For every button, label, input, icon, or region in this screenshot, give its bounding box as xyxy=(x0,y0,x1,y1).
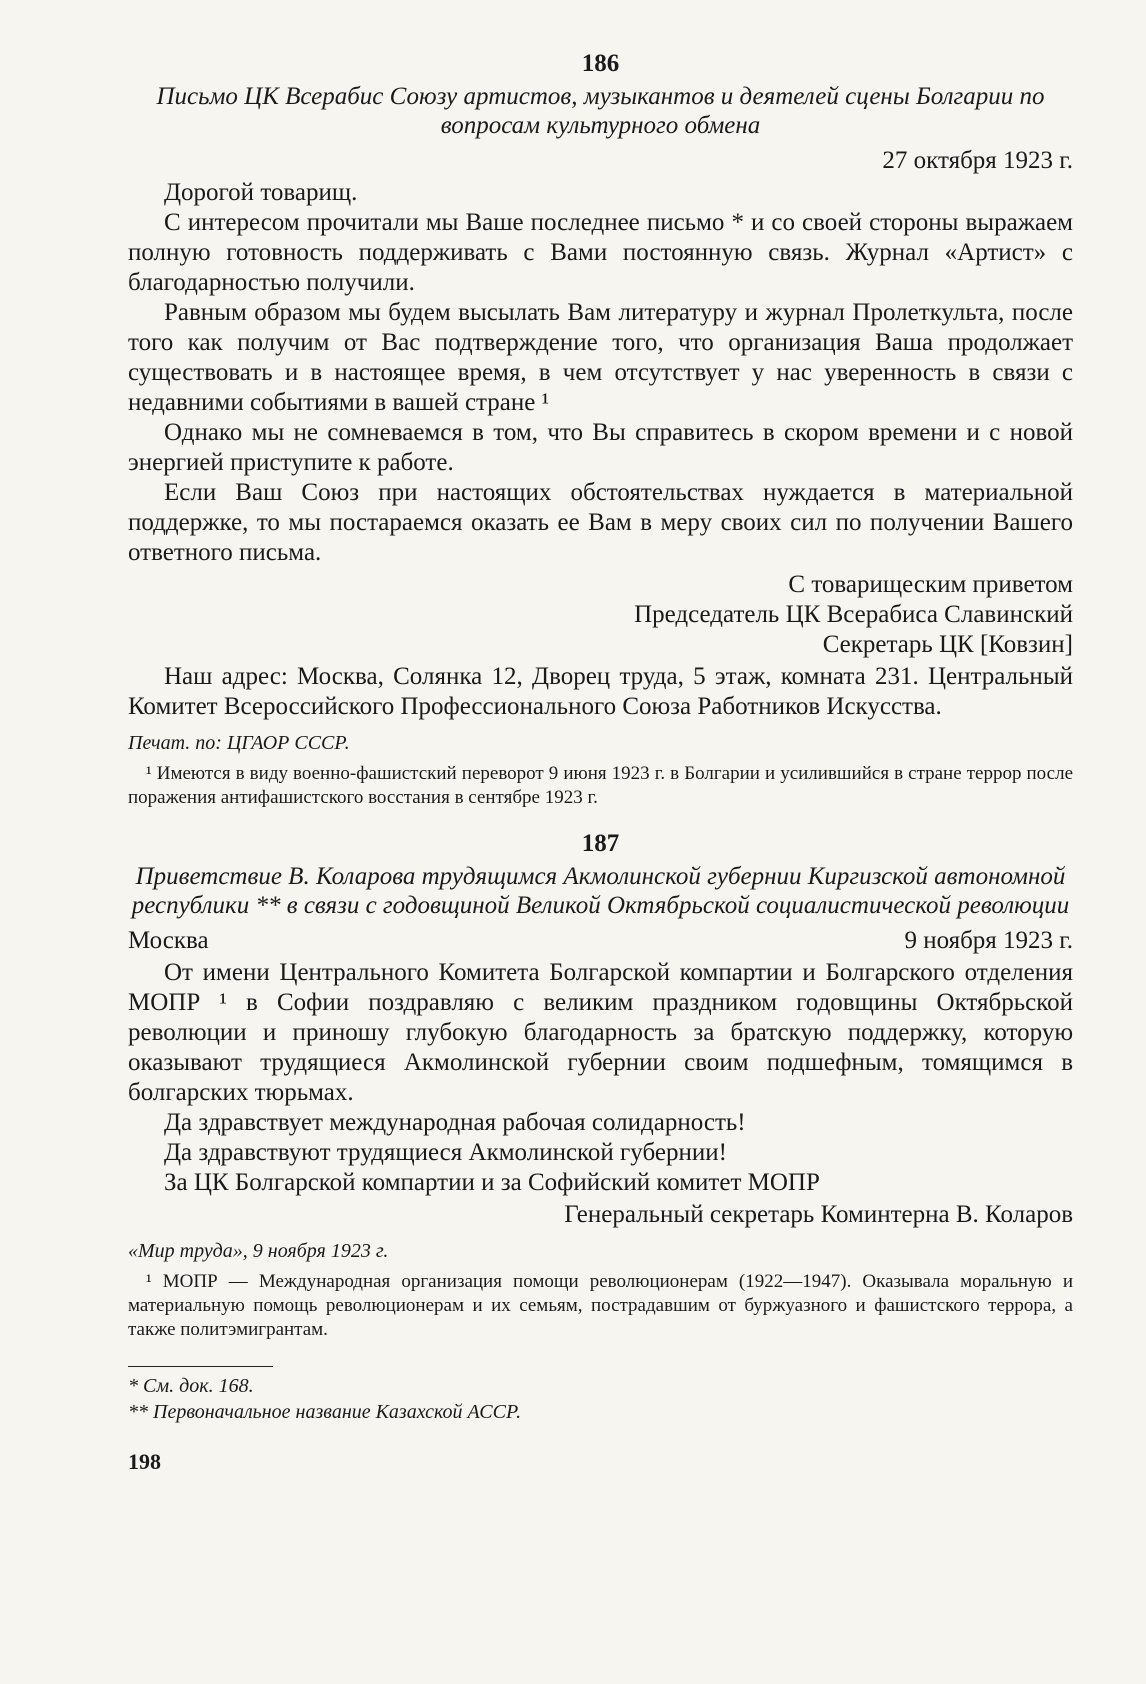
footnote-divider xyxy=(128,1366,273,1367)
doc-186-paragraph-3: Однако мы не сомневаемся в том, что Вы справитесь в скором времени и с новой энергией приступите к работе. xyxy=(128,419,1073,476)
doc-187-dateline xyxy=(128,926,1073,956)
section-spacer xyxy=(128,810,1073,830)
doc-186-signature-chairman: Председатель ЦК Всерабиса Славинский xyxy=(634,601,1073,628)
doc-186-source: Печат. по: ЦГАОР СССР. xyxy=(128,732,350,754)
page-footnote-1: * См. док. 168. xyxy=(128,1375,254,1397)
doc-187-paragraph-2: Да здравствует международная рабочая солидарность! xyxy=(164,1109,746,1136)
doc-186-signature-greeting: С товарищеским приветом xyxy=(788,571,1073,598)
doc-186-paragraph-2: Равным образом мы будем высылать Вам литературу и журнал Пролеткульта, после того как получим от Вас подтверждение того, что организация Ваша продолжает существовать и в настоящее время, в чем отсутствует у нас уверенность в связи с недавними событиями в вашей стране ¹ xyxy=(128,299,1073,416)
doc-186-signatures xyxy=(128,570,1073,660)
doc-186-paragraph-4: Если Ваш Союз при настоящих обстоятельствах нуждается в материальной поддержке, то мы постараемся оказать ее Вам в меру своих сил по получении Вашего ответного письма. xyxy=(128,479,1073,566)
doc-187-signature: Генеральный секретарь Коминтерна В. Коларов xyxy=(564,1201,1073,1228)
doc-187-source: «Мир труда», 9 ноября 1923 г. xyxy=(128,1240,389,1262)
document-page xyxy=(128,50,1073,1475)
doc-187-footnote: ¹ МОПР — Международная организация помощи революционерам (1922—1947). Оказывала моральную и материальную помощь революционерам и их семьям, пострадавшим от буржуазного и фашистского террора, а также политэмигрантам. xyxy=(128,1271,1073,1340)
doc-187-paragraph-4: За ЦК Болгарской компартии и за Софийский комитет МОПР xyxy=(164,1169,820,1196)
doc-186-signature-secretary: Секретарь ЦК [Ковзин] xyxy=(822,631,1073,658)
doc-186-title: Письмо ЦК Всерабис Союзу артистов, музыкантов и деятелей сцены Болгарии по вопросам культурного обмена xyxy=(156,83,1045,139)
doc-187-date: 9 ноября 1923 г. xyxy=(904,927,1073,954)
doc-186-address: Наш адрес: Москва, Солянка 12, Дворец труда, 5 этаж, комната 231. Центральный Комитет Всероссийского Профессионального Союза Работников Искусства. xyxy=(128,663,1073,720)
doc-186-paragraph-1: С интересом прочитали мы Ваше последнее письмо * и со своей стороны выражаем полную готовность поддерживать с Вами постоянную связь. Журнал «Артист» с благодарностью получили. xyxy=(128,209,1073,296)
doc-186-salutation: Дорогой товарищ. xyxy=(164,179,358,206)
doc-186-number: 186 xyxy=(581,50,620,77)
doc-187-paragraph-1: От имени Центрального Комитета Болгарской компартии и Болгарского отделения МОПР ¹ в Софии поздравляю с великим праздником годовщины Октябрьской революции и приношу глубокую благодарность за братскую поддержку, которую оказывают трудящиеся Акмолинской губернии своим подшефным, томящимся в болгарских тюрьмах. xyxy=(128,959,1073,1106)
doc-186-footnote: ¹ Имеются в виду военно-фашистский переворот 9 июня 1923 г. в Болгарии и усилившийся в стране террор после поражения антифашистского восстания в сентябре 1923 г. xyxy=(128,763,1073,808)
page-footnote-2: ** Первоначальное название Казахской АССР. xyxy=(128,1401,522,1423)
doc-187-place: Москва xyxy=(128,927,209,954)
doc-187-title: Приветствие В. Коларова трудящимся Акмолинской губернии Киргизской автономной республики ** в связи с годовщиной Великой Октябрьской социалистической революции xyxy=(131,863,1070,919)
doc-187-number: 187 xyxy=(581,830,620,857)
doc-187-paragraph-3: Да здравствуют трудящиеся Акмолинской губернии! xyxy=(164,1139,727,1166)
page-number: 198 xyxy=(128,1449,161,1474)
doc-186-date: 27 октября 1923 г. xyxy=(882,147,1073,174)
doc-186-dateline xyxy=(128,146,1073,176)
